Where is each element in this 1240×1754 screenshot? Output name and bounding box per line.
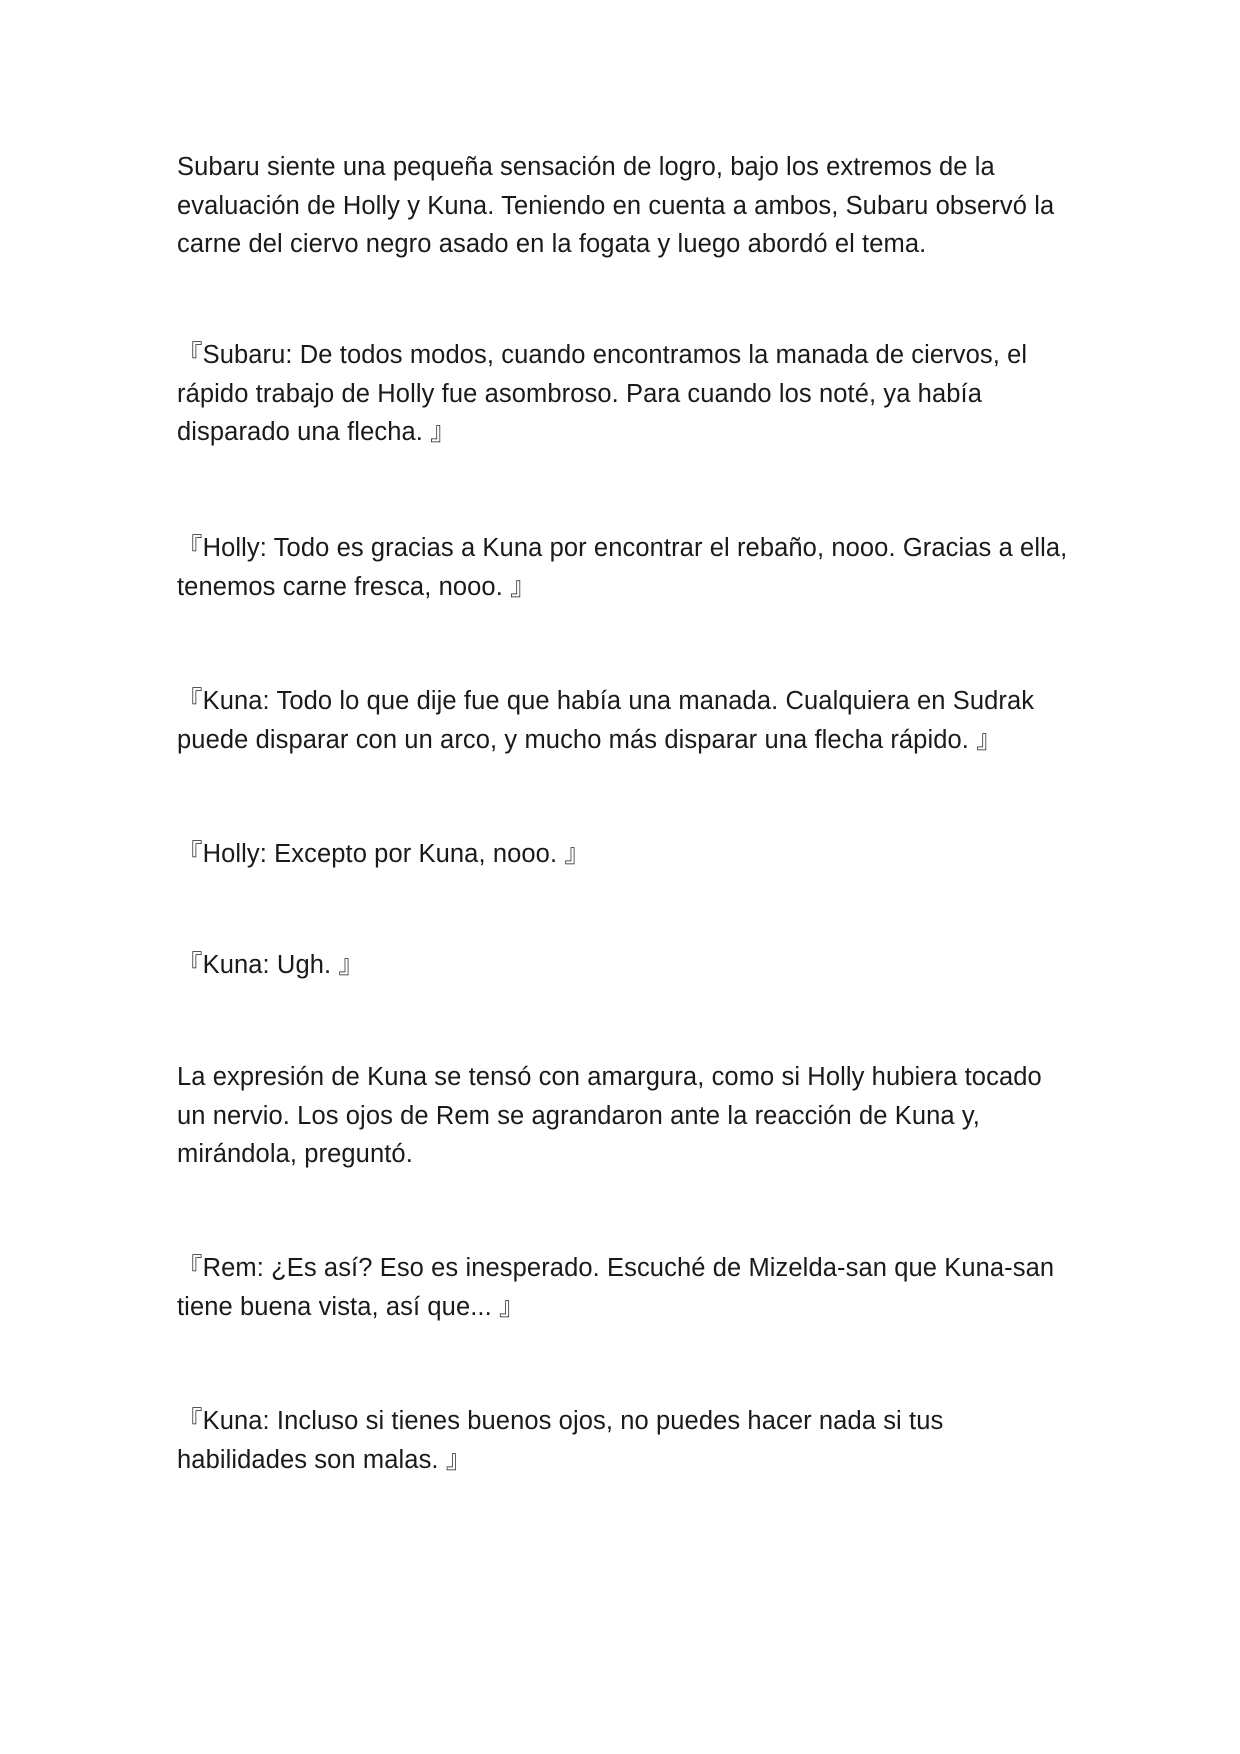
dialogue-line-holly: 『Holly: Todo es gracias a Kuna por encontrar el rebaño, nooo. Gracias a ella, tenemos carne fresca, nooo. 』	[177, 534, 1068, 601]
dialogue-line-holly: 『Holly: Excepto por Kuna, nooo. 』	[177, 840, 590, 868]
dialogue-line-rem: 『Rem: ¿Es así? Eso es inesperado. Escuché de Mizelda-san que Kuna-san tiene buena vista, así que... 』	[177, 1254, 1055, 1321]
dialogue-line-kuna: 『Kuna: Todo lo que dije fue que había una manada. Cualquiera en Sudrak puede disparar con un arco, y mucho más disparar una flecha rápido. 』	[177, 687, 1035, 754]
dialogue-line-subaru: 『Subaru: De todos modos, cuando encontramos la manada de ciervos, el rápido trabajo de Holly fue asombroso. Para cuando los noté, ya había disparado una flecha. 』	[177, 341, 1028, 446]
dialogue-line-kuna: 『Kuna: Incluso si tienes buenos ojos, no puedes hacer nada si tus habilidades son malas. 』	[177, 1407, 944, 1474]
narration-paragraph: Subaru siente una pequeña sensación de logro, bajo los extremos de la evaluación de Holly y Kuna. Teniendo en cuenta a ambos, Subaru observó la carne del ciervo negro asado en la fogata y luego abordó el tema.	[177, 153, 1055, 258]
dialogue-line-kuna: 『Kuna: Ugh. 』	[177, 951, 364, 979]
narration-paragraph: La expresión de Kuna se tensó con amargura, como si Holly hubiera tocado un nervio. Los ojos de Rem se agrandaron ante la reacción de Kuna y, mirándola, preguntó.	[177, 1063, 1042, 1168]
